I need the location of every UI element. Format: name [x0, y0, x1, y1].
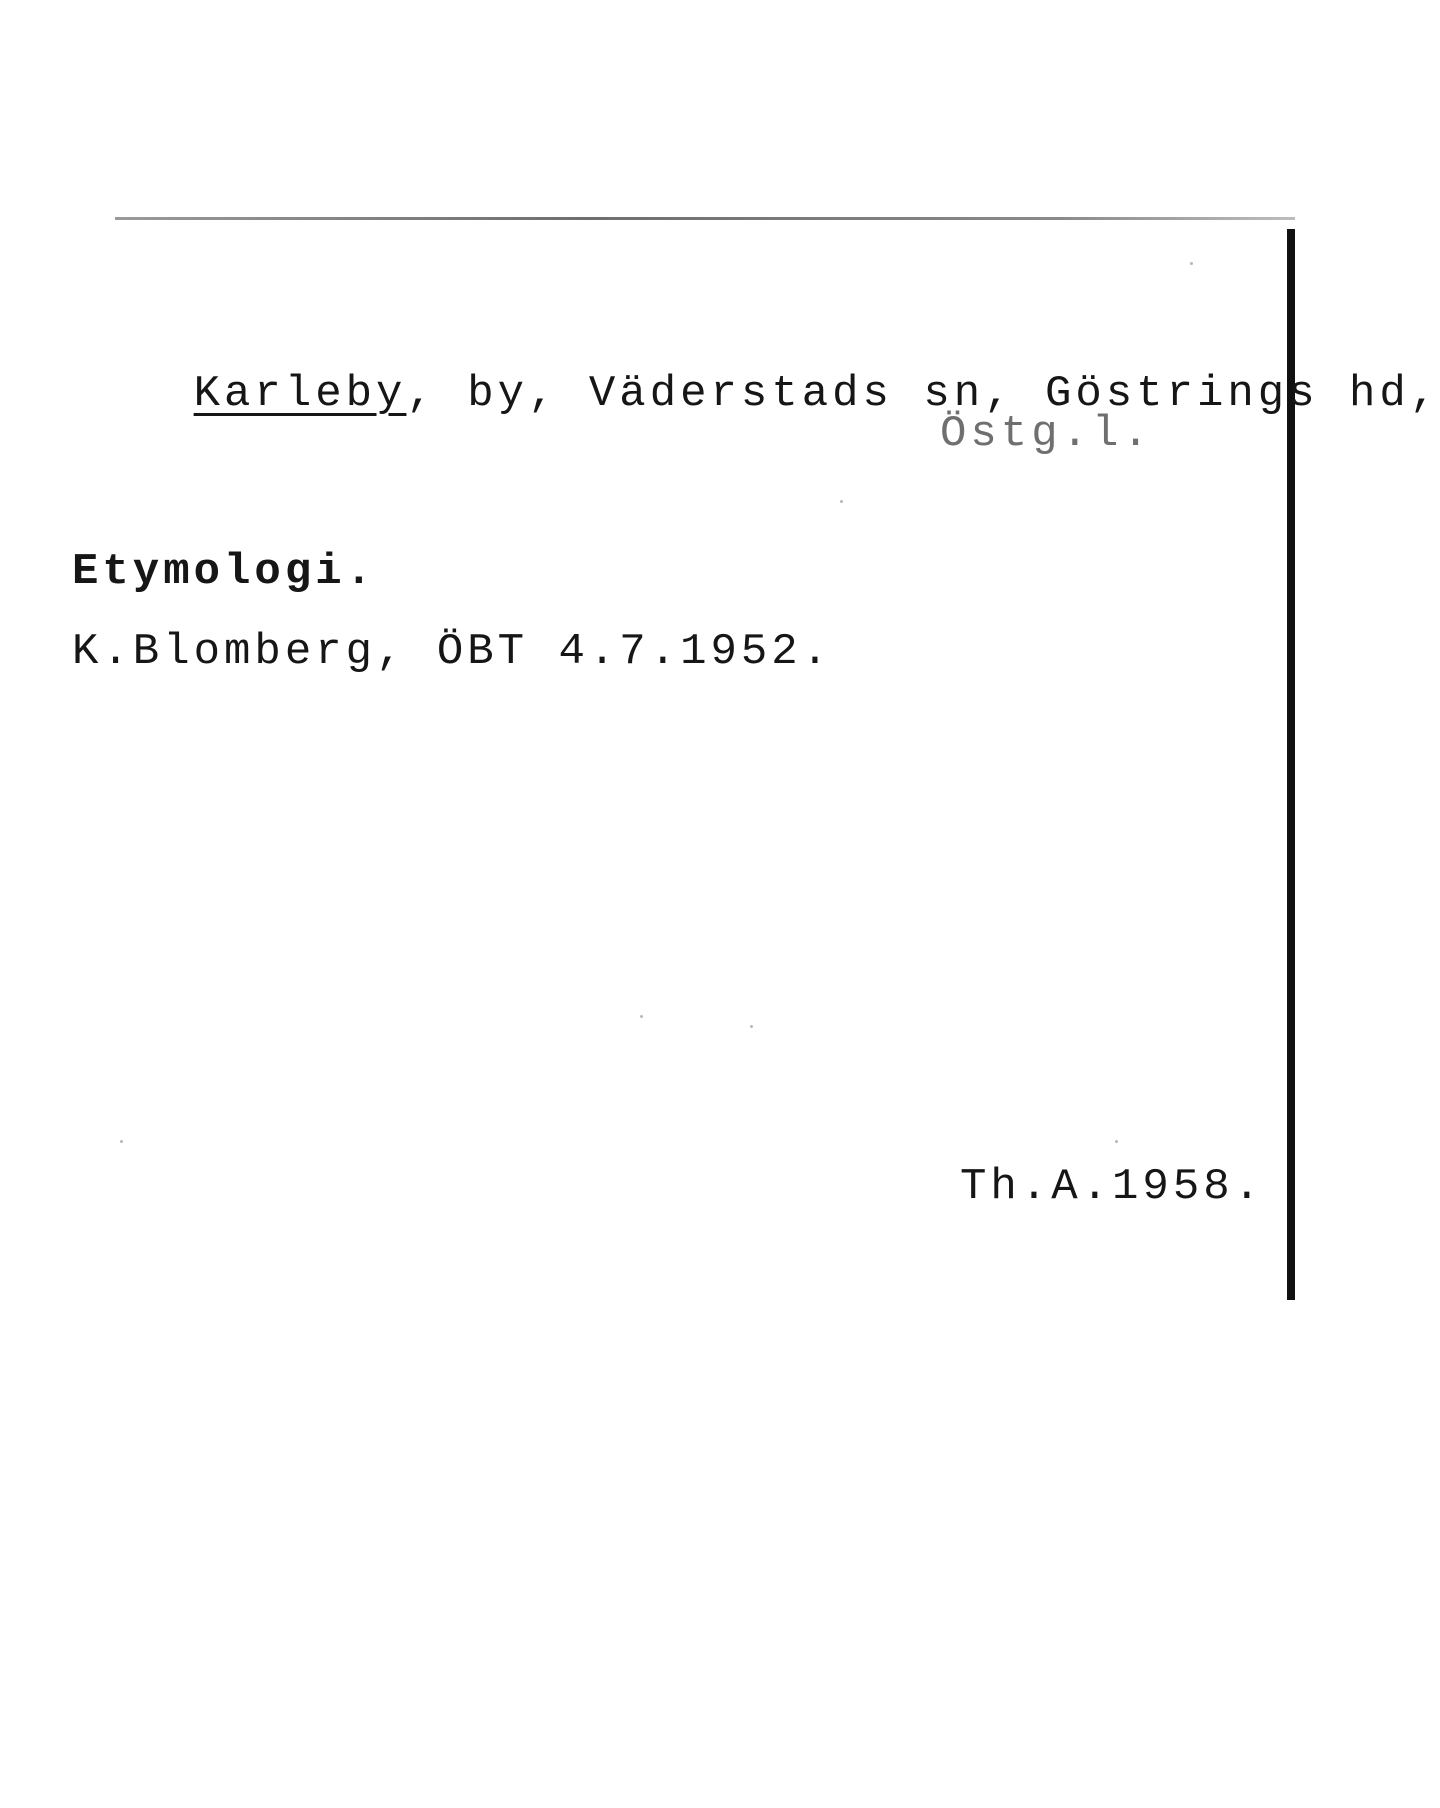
province: Östg.l.	[940, 409, 1153, 459]
card-top-edge	[115, 217, 1295, 220]
heading-line	[72, 328, 1440, 460]
signature: Th.A.1958.	[960, 1162, 1265, 1212]
scan-speck	[1190, 262, 1193, 265]
scan-speck	[840, 500, 843, 503]
place-description: , by, Väderstads sn, Göstrings hd,	[406, 369, 1440, 419]
reference: K.Blomberg, ÖBT 4.7.1952.	[72, 627, 833, 677]
section-heading: Etymologi.	[72, 547, 377, 597]
place-name: Karleby	[193, 369, 407, 419]
scan-speck	[120, 1140, 123, 1143]
scan-speck	[750, 1025, 753, 1028]
scan-speck	[1115, 1140, 1118, 1143]
scan-speck	[640, 1015, 643, 1018]
